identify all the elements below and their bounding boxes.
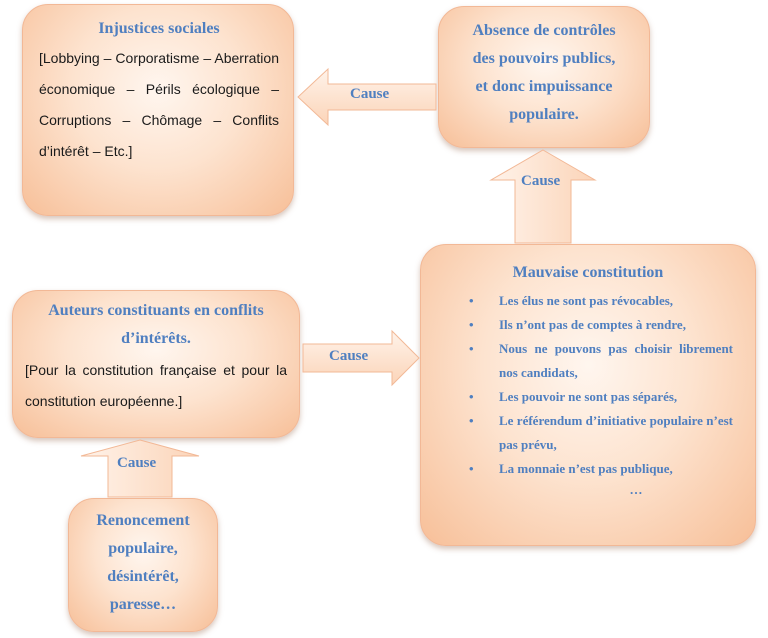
renoncement-title-line-4: paresse… [109, 596, 177, 613]
cause-label-auteurs-mauvaise: Cause [329, 348, 369, 364]
auteurs-title-line-2: d’intérêts. [121, 330, 191, 347]
bullet-dot-icon: • [469, 341, 474, 356]
renoncement-title-line-2: populaire, [108, 540, 178, 557]
bullet-item [469, 457, 733, 481]
bullet-dot-icon: • [469, 317, 474, 332]
absence-controles-box [438, 6, 650, 148]
auteurs-title-line-1: Auteurs constituants en conflits [48, 302, 264, 319]
renoncement-title-line-3: désintérêt, [107, 568, 179, 585]
injustices-body: [Lobbying – Corporatisme – Aberration économique – Périls écologique – Corruptions – Chômage – Conflits d’intérêt – Etc.] [39, 50, 279, 159]
bullet-item [469, 409, 733, 457]
auteurs-body: [Pour la constitution française et pour la constitution européenne.] [25, 362, 287, 409]
bullet-text: Les pouvoir ne sont pas séparés, [499, 389, 678, 404]
mauvaise-title: Mauvaise constitution [512, 264, 664, 281]
bullet-item [469, 337, 733, 385]
bullet-text: Le référendum d’initiative populaire n’est pas prévu, [499, 413, 733, 452]
bullet-dot-icon: • [469, 389, 474, 404]
absence-title-line-2: des pouvoirs publics, [472, 50, 616, 67]
absence-title-line-4: populaire. [509, 106, 579, 123]
bullet-dot-icon: • [469, 413, 474, 428]
bullet-item [469, 385, 733, 409]
absence-title-line-1: Absence de contrôles [472, 22, 616, 39]
mauvaise-constitution-box [420, 244, 756, 546]
injustices-title: Injustices sociales [98, 20, 220, 37]
cause-label-renoncement-auteurs: Cause [117, 455, 157, 471]
renoncement-box [68, 498, 218, 632]
bullet-text: Les élus ne sont pas révocables, [499, 293, 674, 308]
mauvaise-bullet-list [469, 289, 733, 481]
bullet-text: La monnaie n’est pas publique, [499, 461, 673, 476]
bullet-dot-icon: • [469, 293, 474, 308]
bullet-text: Nous ne pouvons pas choisir librement nos candidats, [499, 341, 733, 380]
auteurs-constituants-box [12, 290, 300, 438]
injustices-sociales-box [22, 4, 294, 216]
bullet-text: Ils n’ont pas de comptes à rendre, [499, 317, 686, 332]
renoncement-title-line-1: Renoncement [96, 512, 190, 529]
mauvaise-ellipsis: … [629, 482, 643, 497]
bullet-item [469, 289, 733, 313]
cause-label-mauvaise-absence: Cause [521, 173, 561, 189]
bullet-dot-icon: • [469, 461, 474, 476]
arrow-up-icon [490, 150, 596, 244]
bullet-item [469, 313, 733, 337]
absence-title-line-3: et donc impuissance [475, 78, 613, 95]
cause-label-absence-injustices: Cause [350, 86, 390, 102]
